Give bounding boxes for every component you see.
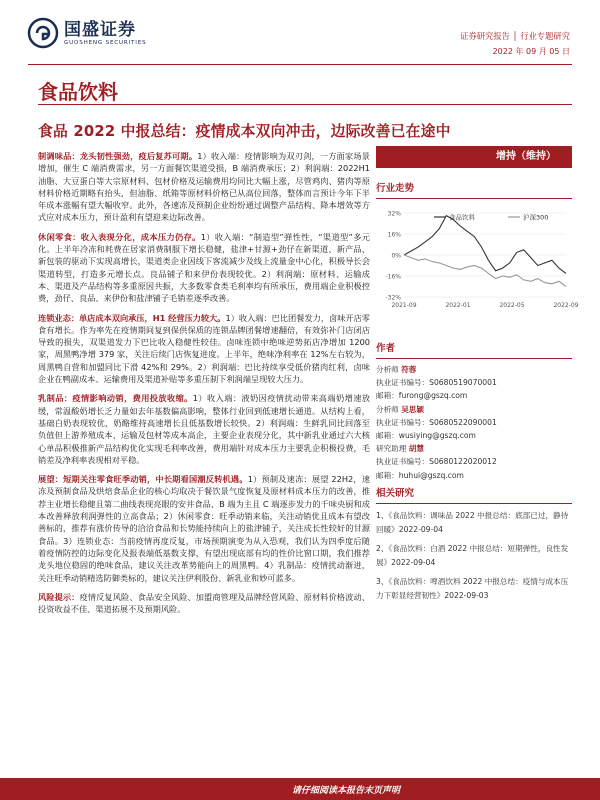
footer-disclaimer: 请仔细阅读本报告末页声明 (291, 786, 400, 796)
cert-number: S0680522090001 (429, 417, 497, 427)
section-text: 1）收入端：巴比团餐发力，卤味开店零食有增长。作为率先在疫情期间复到保供保质的连锁品牌团餐增速翻倍，有效弥补门店闭店导致的损失，双渠道发力下巴比收入稳健性较佳。卤味连锁中绝味逆势拓店净增加 1200 家，周黑鸭净增 379 家，关注后续门店恢复进度。上半年，绝味净利率在 12%左右较为，周黑鸭自营和加盟同比下滑 42%和 29%。2）利润端：巴比持续享受低价猪肉红利，卤味企业在鸭副成本、运输费用及渠道补贴等多重压制下利润端呈现较大压力。 (38, 312, 370, 385)
trend-divider (376, 198, 572, 199)
y-tick-label: 32% (387, 210, 401, 218)
author-role: 研究助理 (376, 444, 407, 454)
email-label: 邮箱： (376, 431, 399, 441)
author-cert-row (376, 376, 572, 389)
section-risk (38, 591, 370, 616)
logo-name: 国盛证券 (64, 19, 136, 40)
cert-label: 执业证书编号： (376, 457, 430, 467)
cert-number: S0680122020012 (429, 457, 497, 467)
report-header (0, 0, 600, 66)
sector-divider (38, 104, 572, 105)
header-divider (28, 64, 572, 65)
authors-heading: 作者 (376, 343, 396, 354)
related-item[interactable]: 2、《食品饮料：白酒 2022 中报总结：短期弹性，良性发展》2022-09-04 (376, 544, 569, 567)
section-heading: 展望：短期关注零食旺季动销，中长期看国潮反转机遇。 (38, 474, 248, 485)
legend-label: 食品饮料 (449, 213, 475, 222)
series-line-food-beverage (404, 216, 566, 274)
section-heading: 连锁业态：单店成本双向承压，H1 经营压力较大。 (38, 312, 226, 323)
author-cert-row (376, 416, 572, 429)
author-email-row (376, 389, 572, 402)
authors-block (376, 340, 572, 482)
sector-name: 食品饮料 (38, 80, 118, 104)
logo (28, 18, 146, 48)
rating-badge: 增持（维持） (376, 146, 572, 168)
legend-label: 沪深300 (523, 213, 549, 222)
footer-bar (0, 778, 600, 800)
cert-label: 执业证书编号： (376, 417, 430, 427)
x-tick-label: 2021-09 (391, 302, 417, 309)
author-role: 分析师 (376, 404, 399, 414)
section-text: 1）收入端：液奶因疫情扰动带来高端奶增速放缓，常温酸奶增长乏力量如去年基数偏高影响，整体行业回到低速增长通道。从结构上看，基础白奶表现较优，奶酪维持高速增长且低基数增长较快。2）利润端：生鲜乳同比回落至负值但上游养殖成本、运输及包材等成本高企，主要企业表现分化，其中新乳业通过六大核心单品积极推新产品结构优化实现毛利率改善，费用端针对成本压力主要乳企积极投费，毛销差及净利率表现相对平稳。 (38, 393, 370, 465)
author-name-row (376, 403, 572, 416)
section-text: 1）收入端：“制造型”弹性性，“渠道型”多元化。上半年冷冻和耗费在居家消费制服下增长稳健，盐津+甘源+劲仔在新渠道、新产品、新包装的驱动下实现高增长，渠道类企业因线下客流减少及线上流量金中心化，积极导长会渠道转型，打造多元增长点。良品铺子和来伊份表现较优。2）利润端：原材料、运输成本、渠道及产品结构等多重原因共振，大多数零食类毛利率均有所承压，费用端企业积极控费，劲仔、良品、来伊份和盐津铺子毛销差逐季改善。 (38, 231, 370, 304)
x-tick-label: 2022-01 (445, 302, 471, 309)
related-heading: 相关研究 (376, 488, 415, 499)
trend-heading: 行业走势 (376, 183, 415, 194)
author-name: 符蓉 (401, 365, 417, 374)
section-dairy (38, 392, 370, 466)
y-tick-label: -16% (385, 273, 401, 281)
cert-number: S0680519070001 (429, 378, 497, 388)
author-role: 分析师 (376, 365, 399, 374)
section-heading: 风险提示： (38, 591, 80, 602)
author-name: 吴思颖 (401, 404, 424, 414)
section-heading: 制调味品：龙头韧性强劲，疫后复苏可期。 (38, 151, 198, 161)
author-name-row (376, 442, 572, 455)
related-item[interactable]: 3、《食品饮料：啤酒饮料 2022 中报总结：疫情与成本压力下彰显经营韧性》2022-09-03 (376, 577, 569, 600)
author-email[interactable]: furong@gszq.com (398, 391, 468, 401)
guosheng-logo-icon (28, 18, 58, 48)
section-heading: 休闲零食：收入表现分化，成本压力仍存。 (38, 231, 201, 242)
x-tick-label: 2022-05 (499, 302, 525, 309)
section-snacks (38, 231, 370, 305)
section-prepared-food (38, 150, 370, 224)
related-divider (376, 503, 572, 504)
y-tick-label: 16% (387, 231, 401, 239)
author-email-row (376, 469, 572, 482)
author-email-row (376, 429, 572, 442)
author-name: 胡慧 (408, 444, 424, 454)
email-label: 邮箱： (376, 391, 399, 401)
sidebar (376, 146, 579, 315)
section-text: 1）预制及速冻：展望 22H2，速冻及预制食品及烘焙食品企业的核心均取决于餐饮景气度恢复及原材料成本压力的改善，推荐主业增长稳健且第二曲线表现亮眼的安井食品、B 端为主且 C 端逐步发力的千味央厨和成本改善释放利润弹性的立高食品；2）休闲零食：旺季动销来临，关注动销优且成本有望改善标的，推荐有涨价传导的洽洽食品和长势能持续向上的盐津铺子，关注成长性较好的甘源食品。3）连锁业态：当前疫情再度反复，市场预期演变为从入恐观，我们认为四季度后随着疫情防控的边际变化及报表端低基数支撑，有望出现底部有均的性价比窗口期，我们推荐龙头地位稳固的绝味食品，建议关注改革势能向上的周黑鸭。4）乳制品：疫情扰动渐进，关注旺季动销精选防御类标的，建议关注伊利股份、新乳业和妙可蓝多。 (38, 474, 370, 583)
authors-divider (376, 358, 572, 359)
email-label: 邮箱： (376, 470, 399, 480)
author-name-row (376, 363, 572, 376)
logo-english-name: GUOSHENG SECURITIES (64, 39, 147, 46)
y-tick-label: 0% (391, 252, 401, 260)
section-text: 1）收入端：疫情影响为双刃剑，一方面家场景增加，催生 C 端消费需求，另一方面餐饮渠道受损，B 端消费承压；2）利润端：2022H1 油脂、大豆蛋白等大宗原材料、包材价格及运输费用均同比大幅上涨，尽管鸡肉、猪肉等原材料价格近期略有抬头，但油脂、纸箱等原材料价格已从高位回落，整体而言预计今年下半年成本涨幅有望大幅收窄。此外，各速冻及预制企业纷纷通过调整产品结构、降本增效等方式应对成本压力，预计盈利有望迎来边际改善。 (38, 151, 370, 223)
trend-chart-svg (376, 205, 579, 315)
report-date: 2022 年 09 月 05 日 (492, 47, 570, 56)
author-email[interactable]: huhui@gszq.com (398, 470, 464, 480)
report-body (38, 150, 370, 622)
section-text: 疫情反复风险、食品安全风险、加盟商管理及品牌经营风险、原材料价格波动、投资收益不佳、渠道拓展不及预期风险。 (38, 591, 370, 615)
series-line-hs300 (404, 255, 566, 287)
y-tick-label: -32% (385, 294, 401, 302)
author-email[interactable]: wusiying@gszq.com (398, 431, 476, 441)
related-research (376, 485, 572, 608)
section-chain-stores (38, 312, 370, 386)
section-outlook (38, 473, 370, 584)
cert-label: 执业证书编号： (376, 378, 430, 388)
section-heading: 乳制品：疫情影响动销，费用投放收缩。 (38, 393, 193, 404)
author-cert-row (376, 455, 572, 468)
related-item[interactable]: 1、《食品饮料：调味品 2022 中报总结：底部已过，静待回暖》2022-09-04 (376, 511, 569, 534)
report-type: 证券研究报告 │ 行业专题研究 (460, 31, 570, 41)
x-tick-label: 2022-09 (553, 302, 579, 309)
report-title: 食品 2022 中报总结：疫情成本双向冲击，边际改善已在途中 (38, 123, 451, 140)
trend-chart (376, 205, 579, 315)
